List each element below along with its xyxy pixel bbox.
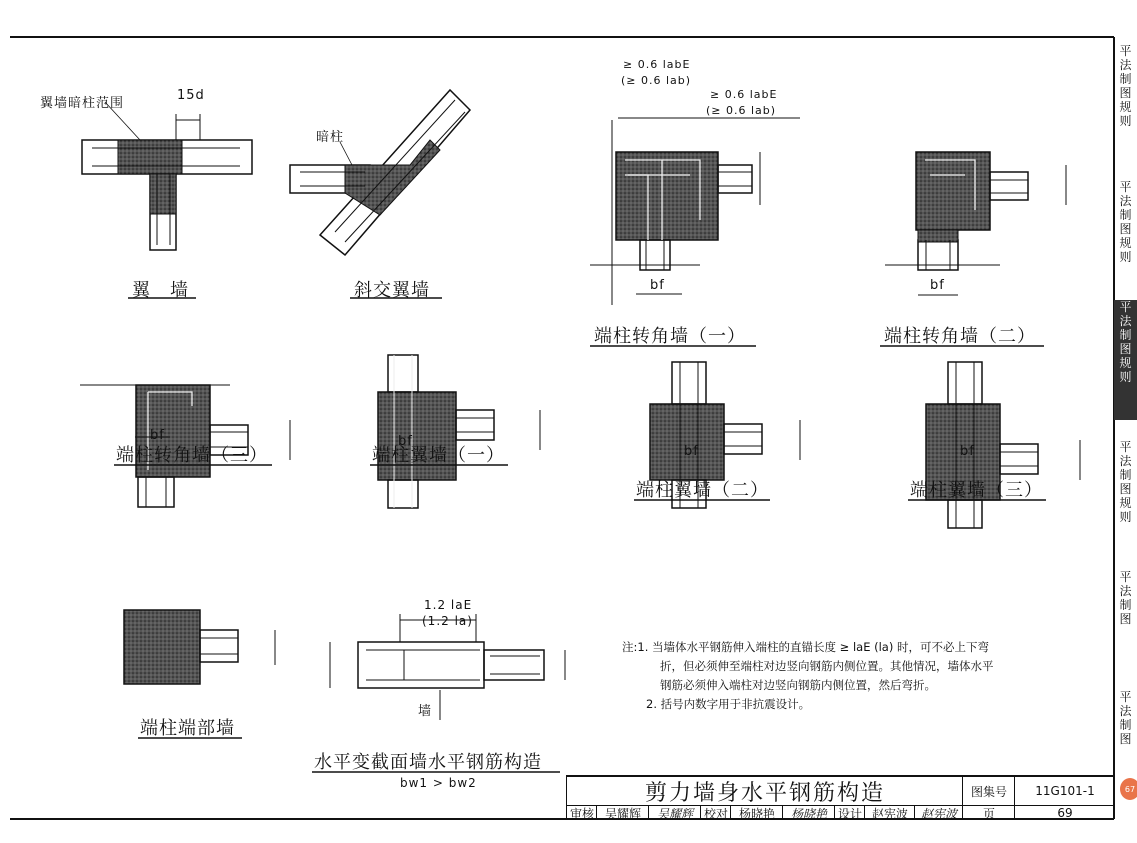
label-lae: 1.2 laE bbox=[424, 598, 473, 612]
label-anchor-abe-1: ≥ 0.6 labE bbox=[623, 58, 691, 71]
page-number: 69 bbox=[1014, 805, 1115, 820]
caption-end-col-wing-3: 端柱翼墙（三） bbox=[910, 480, 1043, 501]
label-wall: 墙 bbox=[418, 704, 433, 719]
page-label: 页 bbox=[962, 805, 1015, 820]
caption-end-col-corner-1: 端柱转角墙（一） bbox=[594, 326, 746, 347]
label-anchor-abe-2: ≥ 0.6 labE bbox=[710, 88, 778, 101]
notes bbox=[622, 638, 1092, 714]
reviewer-name: 吴耀辉 bbox=[596, 805, 649, 820]
title-block bbox=[566, 775, 1114, 819]
side-tab-3[interactable]: 平法制图规则 bbox=[1114, 300, 1137, 420]
design-label: 设计 bbox=[834, 805, 865, 820]
page-badge: 67 bbox=[1120, 778, 1137, 800]
note-line-3: 钢筋必须伸入端柱对边竖向钢筋内侧位置，然后弯折。 bbox=[660, 678, 936, 692]
side-tab-1[interactable]: 平法制图规则 bbox=[1119, 44, 1132, 128]
detail-wing-wall bbox=[82, 102, 252, 250]
detail-end-col-end-wall bbox=[124, 610, 275, 684]
caption-variable-section-sub: bw1 > bw2 bbox=[400, 776, 477, 790]
detail-end-col-corner-1 bbox=[590, 118, 800, 305]
caption-end-col-corner-3: 端柱转角墙（三） bbox=[116, 445, 268, 466]
label-15d: 15d bbox=[177, 88, 205, 103]
label-anchor-ab-1: (≥ 0.6 lab) bbox=[621, 74, 692, 87]
detail-variable-section bbox=[330, 614, 565, 720]
atlas-number: 11G101-1 bbox=[1014, 777, 1115, 805]
side-tab-6[interactable]: 平法制图 bbox=[1119, 690, 1132, 746]
label-bf-2: bf bbox=[930, 278, 945, 293]
side-tab-4[interactable]: 平法制图规则 bbox=[1119, 440, 1132, 524]
label-anchor-ab-2: (≥ 0.6 lab) bbox=[706, 104, 777, 117]
reviewer-signature: 吴耀辉 bbox=[648, 805, 701, 820]
side-tab-5[interactable]: 平法制图 bbox=[1119, 570, 1132, 626]
detail-oblique-wall bbox=[290, 90, 470, 255]
note-line-1: 注:1. 当墙体水平钢筋伸入端柱的直锚长度 ≥ laE (la) 时，可不必上下弯 bbox=[622, 640, 989, 654]
label-wing-col-range: 翼墙暗柱范围 bbox=[40, 96, 125, 111]
title-text: 剪力墙身水平钢筋构造 bbox=[566, 777, 963, 805]
detail-end-col-corner-2 bbox=[885, 152, 1066, 295]
checker-signature: 杨晓艳 bbox=[782, 805, 835, 820]
label-la: (1.2 la) bbox=[422, 614, 473, 628]
checker-name: 杨晓艳 bbox=[730, 805, 783, 820]
detail-end-col-wing-1 bbox=[378, 355, 540, 508]
caption-end-col-corner-2: 端柱转角墙（二） bbox=[884, 326, 1036, 347]
side-tab-2[interactable]: 平法制图规则 bbox=[1119, 180, 1132, 264]
note-line-2: 折，但必须伸至端柱对边竖向钢筋内侧位置。其他情况，墙体水平 bbox=[660, 659, 994, 673]
designer-signature: 赵宪波 bbox=[914, 805, 963, 820]
label-bf-6: bf bbox=[960, 444, 975, 459]
review-label: 审核 bbox=[566, 805, 597, 820]
caption-variable-section: 水平变截面墙水平钢筋构造 bbox=[314, 752, 542, 773]
label-hidden-col: 暗柱 bbox=[316, 130, 345, 145]
caption-end-col-end-wall: 端柱端部墙 bbox=[140, 718, 235, 739]
note-line-4: 2. 括号内数字用于非抗震设计。 bbox=[646, 697, 811, 711]
designer-name: 赵宪波 bbox=[864, 805, 915, 820]
label-bf-4: bf bbox=[398, 434, 413, 449]
detail-end-col-wing-3 bbox=[926, 362, 1080, 528]
check-label: 校对 bbox=[700, 805, 731, 820]
caption-wing-wall: 翼 墙 bbox=[132, 280, 189, 301]
caption-oblique-wing-wall: 斜交翼墙 bbox=[354, 280, 430, 301]
label-bf-5: bf bbox=[684, 444, 699, 459]
caption-end-col-wing-1: 端柱翼墙（一） bbox=[372, 445, 505, 466]
label-bf-1: bf bbox=[650, 278, 665, 293]
atlas-label: 图集号 bbox=[962, 777, 1015, 805]
label-bf-3: bf bbox=[150, 428, 165, 443]
caption-end-col-wing-2: 端柱翼墙（二） bbox=[636, 480, 769, 501]
